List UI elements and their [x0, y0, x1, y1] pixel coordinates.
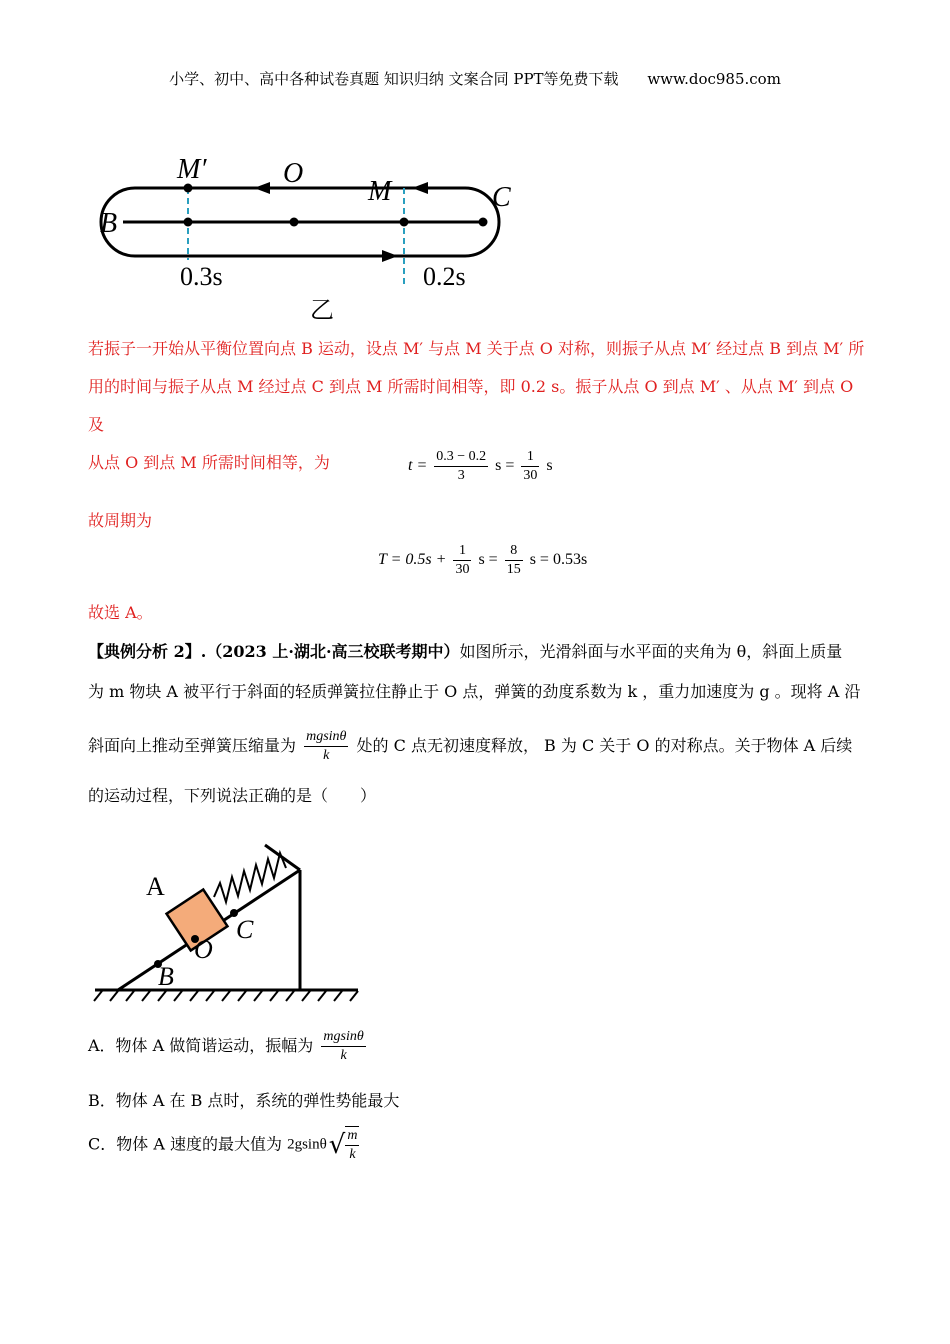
option-a-fraction [321, 1028, 365, 1065]
problem-tag: 【典例分析 2】. [88, 642, 207, 661]
eq1-end: s [546, 457, 553, 475]
page-header [0, 68, 950, 89]
eq1-denominator: 3 [457, 468, 465, 483]
eq2-denominator: 30 [455, 562, 470, 577]
option-a-numerator: mgsinθ [321, 1028, 365, 1047]
solution-line-2: 用的时间与振子从点 M 经过点 C 到点 M 所需时间相等，即 0.2 s。振子从点 O 到点 M′ 、从点 M′ 到点 O 及 [88, 377, 854, 434]
answer-text: 故选 A。 [88, 603, 153, 622]
eq2-denominator-2: 15 [506, 562, 521, 577]
compression-numerator: mgsinθ [304, 728, 348, 747]
label-o: O [283, 158, 304, 189]
equation-t [408, 448, 553, 485]
eq2-fraction [453, 542, 471, 579]
option-c-text: C．物体 A 速度的最大值为 [88, 1134, 282, 1154]
problem-line-3-post: 处的 C 点无初速度释放， B 为 C 关于 O 的对称点。关于物体 A 后续 [356, 736, 853, 755]
eq1-numerator-2: 1 [521, 448, 539, 467]
point-o [290, 218, 299, 227]
option-a-text: A．物体 A 做简谐运动，振幅为 [88, 1036, 314, 1055]
eq1-fraction-2 [521, 448, 539, 485]
problem-2 [88, 632, 868, 816]
option-b[interactable]: B．物体 A 在 B 点时，系统的弹性势能最大 [88, 1091, 400, 1110]
sqrt-icon: √ [328, 1130, 346, 1160]
period-text: 故周期为 [88, 511, 153, 530]
eq1-lhs: t = [408, 457, 428, 475]
point-c [479, 218, 488, 227]
option-a-denominator: k [340, 1048, 347, 1063]
arrow-upper-right [412, 182, 428, 194]
eq2-numerator: 1 [453, 542, 471, 561]
ground-hatching [94, 991, 358, 1001]
label-b: B [100, 208, 118, 239]
label-o-2: O [194, 935, 213, 964]
header-site-link[interactable]: www.doc985.com [647, 70, 781, 88]
eq2-lhs: T = 0.5s + [378, 551, 447, 569]
spring [214, 853, 286, 902]
problem-line-1-text: 如图所示，光滑斜面与水平面的夹角为 θ，斜面上质量 [459, 642, 843, 661]
label-a: A [146, 872, 165, 901]
problem-2-line-4: 的运动过程，下列说法正确的是（ ） [88, 786, 377, 805]
equation-T [378, 542, 587, 579]
option-c-expr: 2gsinθ [287, 1136, 327, 1153]
eq1-numerator: 0.3 − 0.2 [434, 448, 488, 467]
solution-line-1: 若振子一开始从平衡位置向点 B 运动，设点 M′ 与点 M 关于点 O 对称，则振子从点 M′ 经过点 B 到点 M′ 所 [88, 339, 865, 358]
option-c-denominator: k [349, 1147, 356, 1162]
diagram-caption: 乙 [310, 296, 334, 320]
oscillation-track-diagram [90, 150, 530, 320]
option-c[interactable] [88, 1126, 362, 1164]
eq2-numerator-2: 8 [505, 542, 523, 561]
point-m [400, 218, 409, 227]
label-c: C [492, 182, 511, 213]
label-time-left: 0.3s [180, 262, 223, 291]
option-c-fraction [345, 1126, 359, 1164]
compression-fraction [304, 728, 348, 765]
problem-2-line-2: 为 m 物块 A 被平行于斜面的轻质弹簧拉住静止于 O 点，弹簧的劲度系数为 k ，重力加速度为 g 。现将 A 沿 [88, 682, 861, 701]
arrow-upper-left [254, 182, 270, 194]
eq2-end: s = 0.53s [529, 551, 588, 569]
point-m-prime [184, 218, 193, 227]
header-text: 小学、初中、高中各种试卷真题 知识归纳 文案合同 PPT等免费下载 [169, 70, 619, 88]
compression-denominator: k [323, 748, 330, 763]
eq2-mid: s = [478, 551, 498, 569]
label-b-2: B [158, 962, 174, 991]
label-c-2: C [236, 915, 254, 944]
label-m-prime: M′ [177, 154, 207, 185]
incline-spring-diagram [90, 825, 370, 1005]
arrow-lower [382, 250, 398, 262]
problem-source: （2023 上·湖北·高三校联考期中） [206, 642, 460, 661]
option-c-numerator: m [345, 1127, 359, 1146]
option-a[interactable] [88, 1028, 369, 1065]
eq2-fraction-2 [505, 542, 523, 579]
problem-line-3-pre: 斜面向上推动至弹簧压缩量为 [88, 736, 297, 755]
label-m: M [368, 176, 392, 207]
label-time-right: 0.2s [423, 262, 466, 291]
eq1-denominator-2: 30 [523, 468, 538, 483]
problem-2-line-3 [88, 726, 868, 766]
problem-2-line-1 [88, 632, 868, 672]
eq1-mid: s = [495, 457, 515, 475]
solution-line-3: 从点 O 到点 M 所需时间相等，为 [88, 453, 330, 472]
eq1-fraction [434, 448, 488, 485]
